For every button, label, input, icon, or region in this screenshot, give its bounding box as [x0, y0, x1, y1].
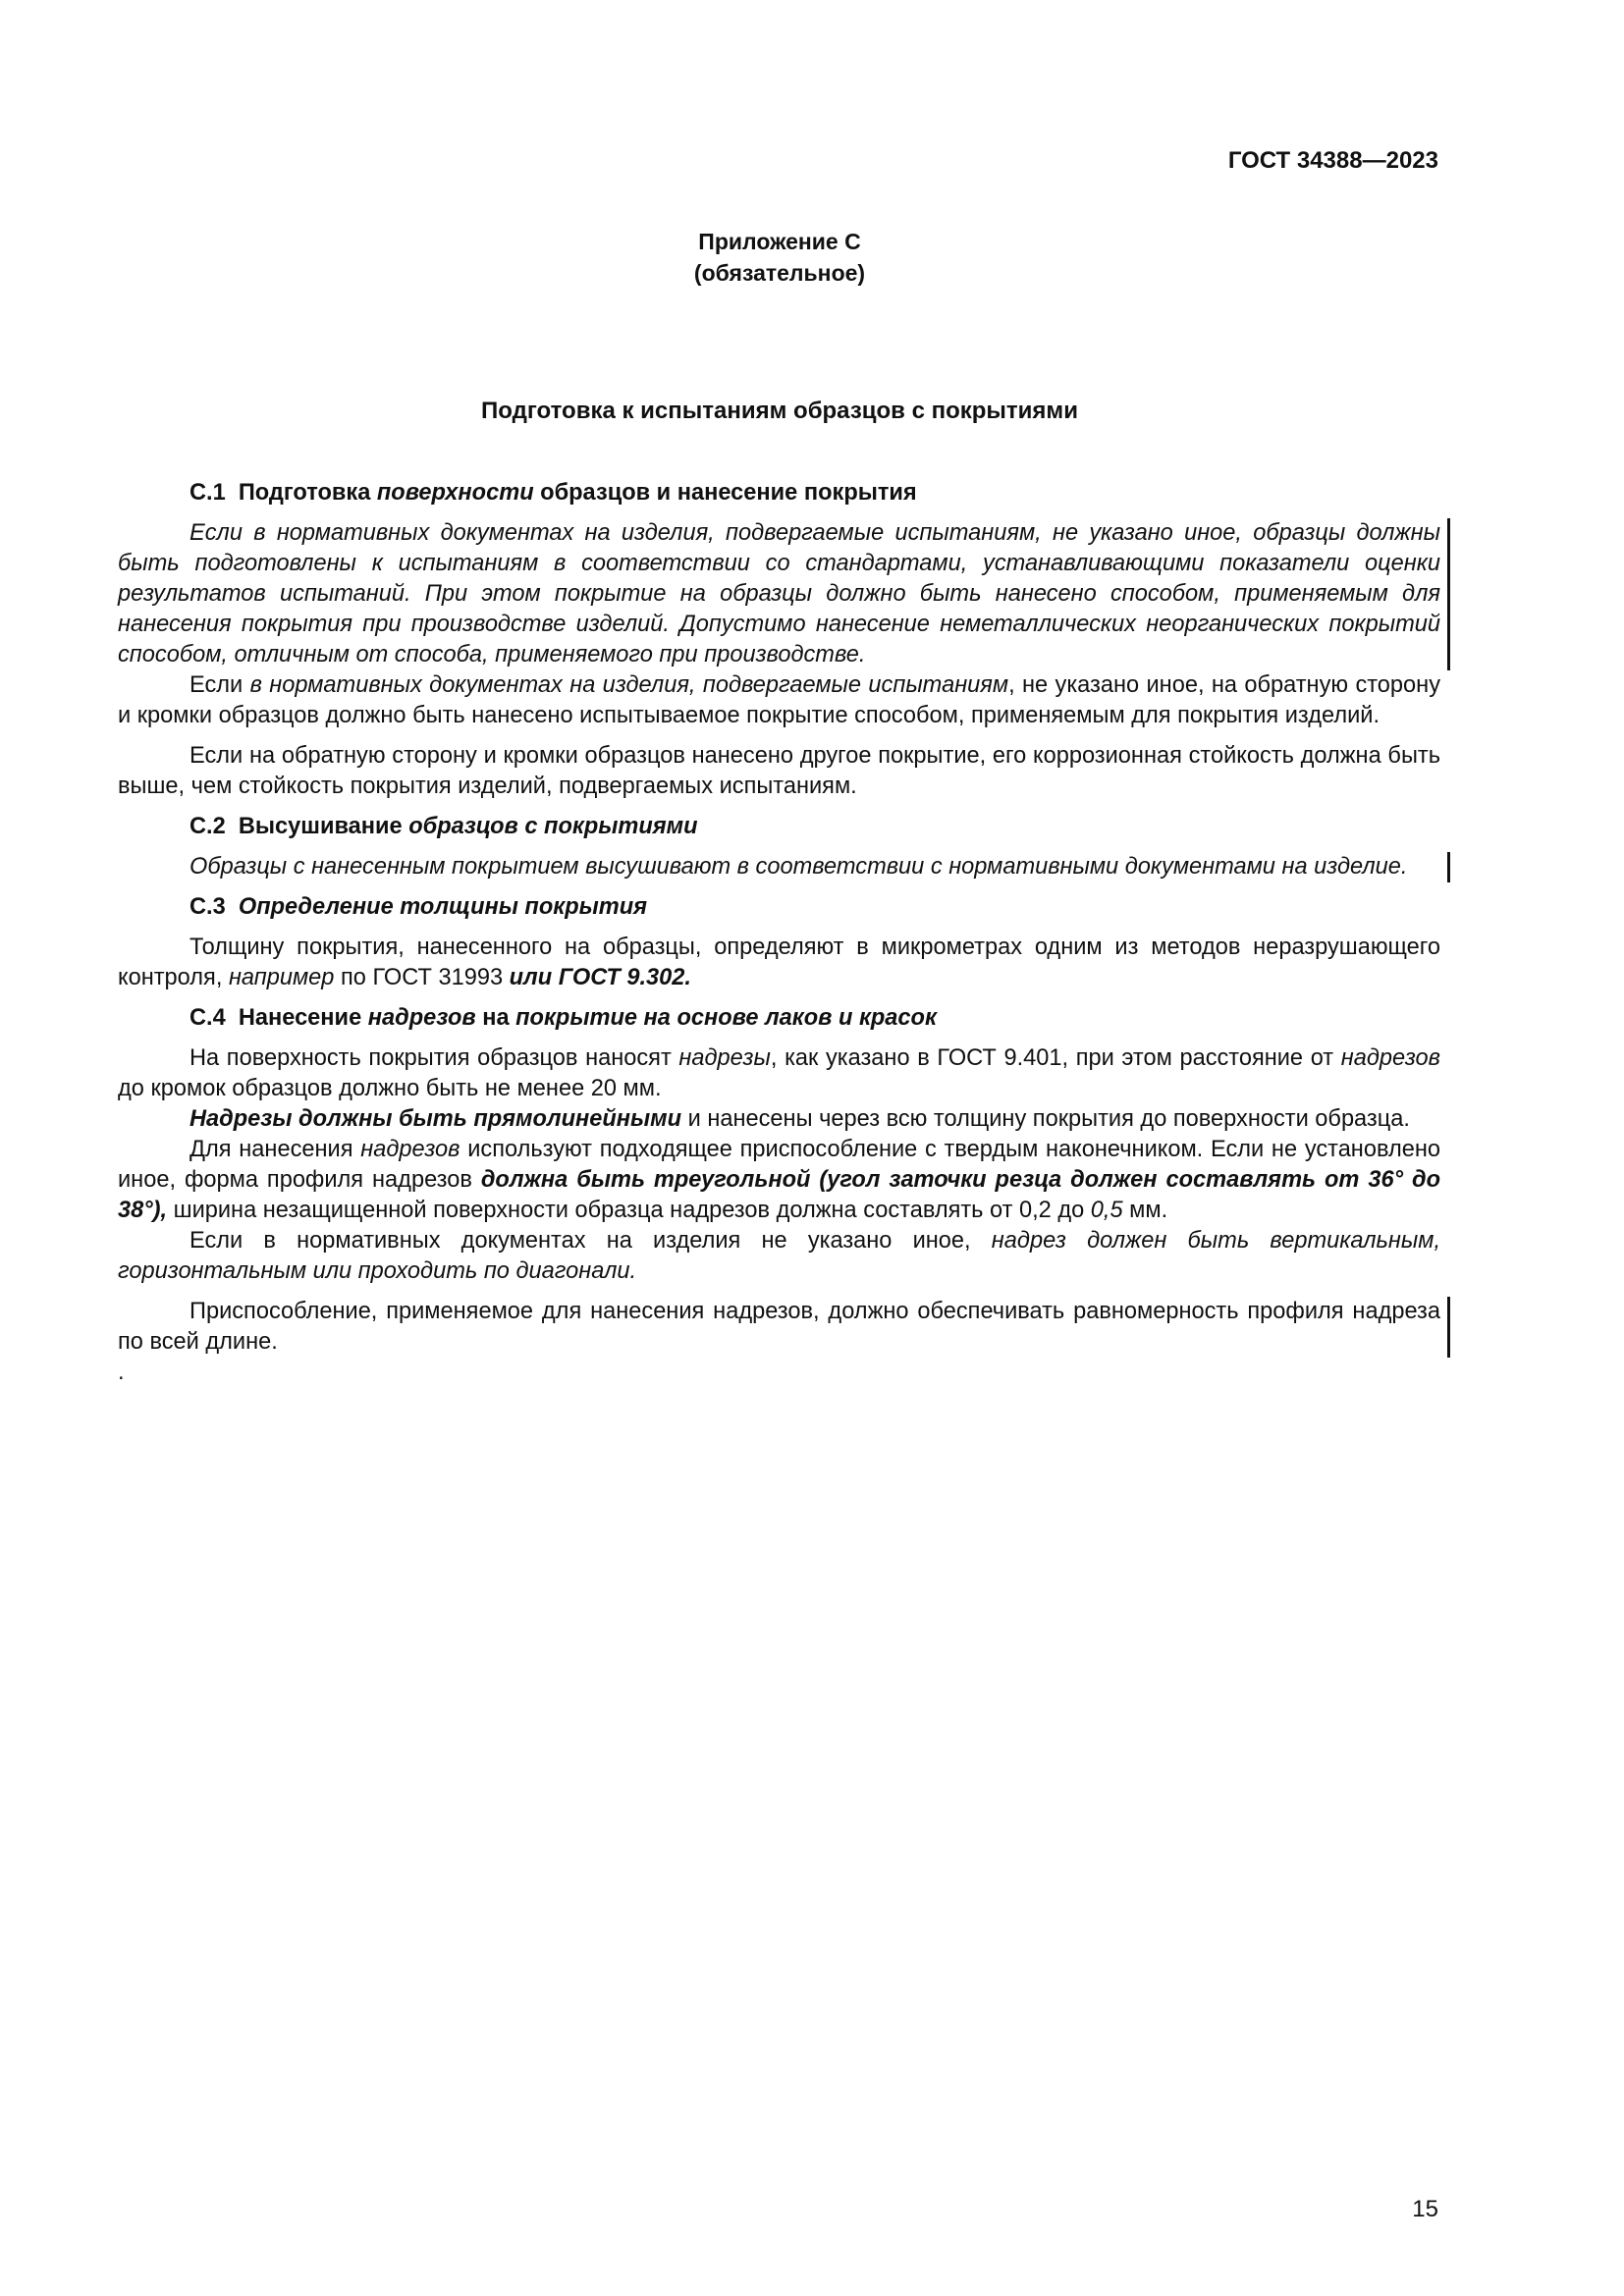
paragraph-c4-4: Если в нормативных документах на изделия не указано иное, надрез должен быть вертикальным, горизонтальным или проходить по диагонали. — [118, 1228, 1441, 1284]
section-number: С.4 — [189, 1005, 226, 1031]
paragraph-c4-5: Приспособление, применяемое для нанесения надрезов, должно обеспечивать равномерность профиля надреза по всей длине. — [118, 1297, 1440, 1358]
paragraph-c1-2: Если в нормативных документах на изделия, подвергаемые испытаниям, не указано иное, на обратную сторону и кромки образцов должно быть нанесено испытываемое покрытие способом, применяемым для покрытия изделий. — [118, 672, 1440, 728]
paragraph-c4-3: Для нанесения надрезов используют подходящее приспособление с твердым наконечником. Если не установлено иное, форма профиля надрезов должна быть треугольной (угол заточки резца должен составлять от 36° до 38°), ширина незащищенной поверхности образца надрезов должна составлять от 0,2 до 0,5 мм. — [118, 1137, 1441, 1223]
paragraph-c2-1: Образцы с нанесенным покрытием высушивают в соответствии с нормативными документами на изделие. — [118, 852, 1440, 882]
paragraph-c3-1: Толщину покрытия, нанесенного на образцы, определяют в микрометрах одним из методов неразрушающего контроля, например по ГОСТ 31993 или ГОСТ 9.302. — [118, 934, 1440, 990]
section-number: С.1 — [189, 480, 226, 506]
section-heading-c3: С.3 Определение толщины покрытия — [189, 894, 648, 920]
annex-title: Подготовка к испытаниям образцов с покрытиями — [481, 398, 1078, 424]
section-number: С.3 — [189, 894, 226, 920]
paragraph-c1-1: Если в нормативных документах на изделия, подвергаемые испытаниям, не указано иное, образцы должны быть подготовлены к испытаниям в соответствии со стандартами, устанавливающими показатели оценки результатов испытаний. При этом покрытие на образцы должно быть нанесено способом, применяемым для нанесения покрытия при производстве изделий. Допустимо нанесение неметаллических неорганических покрытий способом, отличным от способа, применяемого при производстве. — [118, 518, 1440, 670]
document-body — [118, 478, 1440, 1388]
paragraph-c4-1: На поверхность покрытия образцов наносят надрезы, как указано в ГОСТ 9.401, при этом расстояние от надрезов до кромок образцов должно быть не менее 20 мм. — [118, 1045, 1440, 1101]
section-number: С.2 — [189, 814, 226, 839]
paragraph-c4-2: Надрезы должны быть прямолинейными и нанесены через всю толщину покрытия до поверхности образца. — [189, 1106, 1410, 1132]
annex-status: (обязательное) — [693, 260, 866, 287]
document-code: ГОСТ 34388—2023 — [1227, 147, 1438, 174]
section-heading-c4: С.4 Нанесение надрезов на покрытие на основе лаков и красок — [189, 1005, 937, 1031]
stray-dot: . — [118, 1360, 125, 1385]
page-number: 15 — [1412, 2196, 1438, 2222]
annex-heading — [0, 226, 1559, 289]
annex-label: Приложение С — [698, 229, 861, 254]
paragraph-c1-3: Если на обратную сторону и кромки образцов нанесено другое покрытие, его коррозионная стойкость должна быть выше, чем стойкость покрытия изделий, подвергаемых испытаниям. — [118, 743, 1440, 799]
section-heading-c1: С.1 Подготовка поверхности образцов и нанесение покрытия — [189, 480, 917, 506]
section-heading-c2: С.2 Высушивание образцов с покрытиями — [189, 814, 698, 839]
